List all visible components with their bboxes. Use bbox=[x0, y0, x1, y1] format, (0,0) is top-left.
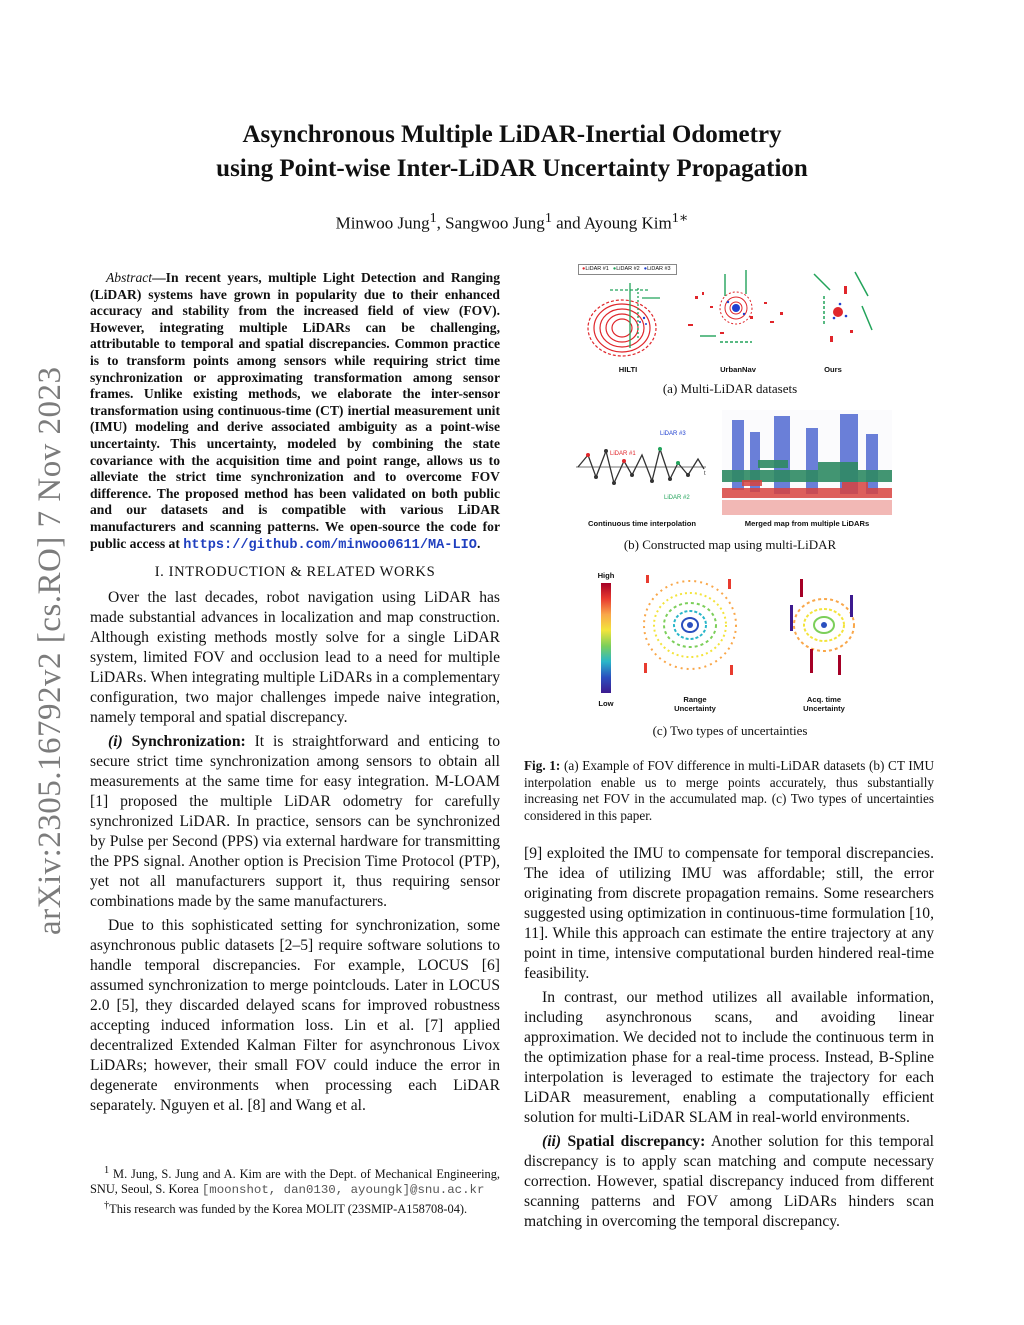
hilti-pointcloud bbox=[580, 278, 690, 363]
intro-paragraph-2 bbox=[90, 732, 500, 912]
author-3-affil: 1∗ bbox=[671, 210, 689, 226]
abstract-text: In recent years, multiple Light Detection and Ranging (LiDAR) systems have grown in popularity due to their enhanced accuracy and stability from the increased field of view (FOV). However, integrating multiple LiDARs can be challenging, attributable to temporal and spatial discrepancies. Common practice is to transform points among sensors while requiring strict time synchronization or approximating transformation among sensor frames. Unlike existing methods, we elaborate the inter-sensor transformation using continuous-time (CT) inertial measurement unit (IMU) modeling and derive associated ambiguity as a point-wise uncertainty. This uncertainty, modeled by combining the state covariance with the acquisition time and point range, allows us to alleviate the strict time synchronization and to overcome FOV difference. The proposed method has been validated on both public and our datasets and is compatible with various LiDAR manufacturers and scanning patterns. We open-source the code for public access at bbox=[90, 270, 500, 551]
figure-caption-label: Fig. 1: bbox=[524, 758, 561, 773]
subcaption-a: (a) Multi-LiDAR datasets bbox=[662, 381, 798, 396]
label-range-line1: Range bbox=[683, 695, 707, 704]
label-acq-line1: Acq. time bbox=[806, 695, 842, 704]
range-uncertainty-map bbox=[636, 565, 744, 693]
legend-label: LiDAR #3 bbox=[647, 266, 671, 272]
abstract-end: . bbox=[476, 535, 481, 551]
intro-paragraph-1: Over the last decades, robot navigation using LiDAR has made substantial advances in localization and map construction. Although existing methods mostly solve for a single LiDAR system, limited FOV and occlusion lead to a need for multiple LiDARs. When integrating multiple LiDARs in a complementary configuration, two major challenges impede naive integration, namely temporal and spatial discrepancy. bbox=[90, 589, 500, 727]
label-ours: Ours bbox=[824, 365, 842, 374]
abstract bbox=[90, 270, 500, 554]
legend-item-lidar3 bbox=[644, 265, 671, 274]
legend-item-lidar1 bbox=[582, 265, 609, 274]
label-hilti: HILTI bbox=[618, 365, 638, 374]
right-paragraph-2: In contrast, our method utilizes all available information, including asynchronous scans, and avoiding linear approximation. We decided not to include the continuous term in the optimization phase for a real-time process. Instead, B-Spline interpolation is leveraged to estimate the trajectory for each LiDAR measurement, enabling a computationally efficient solution for multi-LiDAR SLAM in real-world environments. bbox=[524, 989, 934, 1126]
intro-paragraph-3: Due to this sophisticated setting for synchronization, some asynchronous public datasets [2–5] require software solutions to handle temporal discrepancies. For example, LOCUS [6] assumed synchronization to merge pointclouds. Later in LOCUS 2.0 [5], they discarded delayed scans for improved robustness accepting induced information loss. Lin et al. [7] applied decentralized Extended Kalman Filter for asynchronous Livox LiDARs; however, their small FOV could induce the error in degenerate environments when processing each LiDAR separately. Nguyen et al. [8] and Wang et al. bbox=[90, 917, 500, 1115]
author-2: Sangwoo Jung bbox=[445, 213, 545, 233]
figure-1-caption bbox=[524, 758, 934, 824]
legend-dot-lidar1: ● bbox=[582, 266, 586, 272]
label-ct-interpolation: Continuous time interpolation bbox=[588, 519, 696, 528]
label-urbannav: UrbanNav bbox=[720, 365, 756, 374]
author-list bbox=[140, 210, 884, 234]
right-paragraph-3-text: Another solution for this temporal discrepancy is to apply scan matching and compute necessary correction. However, spatial discrepancy induced from different scanning patterns and FOV among LiDARs hinders scan matching in overcoming the temporal discrepancy. bbox=[524, 1133, 934, 1230]
figure-caption-text: (a) Example of FOV difference in multi-LiDAR datasets (b) CT IMU interpolation enable us to merge points accurately, thus substantially increasing net FOV in the accumulated map. (c) Two types of uncertainties considered in this paper. bbox=[524, 758, 934, 823]
interp-label-time: t bbox=[704, 471, 706, 477]
author-separator: and bbox=[551, 213, 584, 233]
ct-interpolation-diagram bbox=[572, 425, 712, 515]
author-1-affil: 1 bbox=[429, 210, 437, 226]
code-link[interactable]: https://github.com/minwoo0611/MA-LIO bbox=[183, 537, 477, 553]
footnote-1 bbox=[90, 1163, 500, 1198]
title-line-2: using Point-wise Inter-LiDAR Uncertainty Propagation bbox=[216, 155, 808, 182]
abstract-label: Abstract bbox=[106, 270, 153, 285]
para-label-ii: (ii) bbox=[542, 1133, 562, 1150]
interp-label-lidar2: LiDAR #2 bbox=[664, 495, 690, 501]
label-acq-time-uncertainty bbox=[789, 695, 859, 713]
abstract-dash: — bbox=[152, 270, 166, 285]
lidar-legend bbox=[578, 264, 677, 275]
label-acq-line2: Uncertainty bbox=[803, 704, 845, 713]
title-line-1: Asynchronous Multiple LiDAR-Inertial Odometry bbox=[242, 121, 782, 148]
subcaption-b: (b) Constructed map using multi-LiDAR bbox=[623, 537, 837, 552]
left-column bbox=[90, 270, 500, 1120]
arxiv-identifier: arXiv:2305.16792v2 [cs.RO] 7 Nov 2023 bbox=[32, 366, 68, 935]
right-paragraph-1: [9] exploited the IMU to compensate for temporal discrepancies. The idea of utilizing IMU was affordable; still, the error originating from discrete propagation remains. Some researchers suggested using optimization in continuous-time formulation [10, 11]. While this approach can estimate the entire trajectory at any point in time, intensive computational burden hindered real-time feasibility. bbox=[524, 845, 934, 982]
footnote-1-email: [moonshot, dan0130, ayoungk]@snu.ac.kr bbox=[201, 1183, 485, 1198]
author-3: Ayoung Kim bbox=[584, 213, 672, 233]
footnote-2-text: This research was funded by the Korea MOLIT (23SMIP-A158708-04). bbox=[109, 1202, 468, 1217]
right-column bbox=[524, 844, 934, 1236]
legend-label: LiDAR #1 bbox=[585, 266, 609, 272]
legend-item-lidar2 bbox=[613, 265, 640, 274]
paper-title bbox=[140, 118, 884, 186]
urbannav-pointcloud bbox=[680, 266, 795, 362]
colorbar-high-label: High bbox=[597, 571, 615, 580]
label-range-line2: Uncertainty bbox=[674, 704, 716, 713]
para-label-i: (i) bbox=[108, 733, 123, 751]
interp-label-lidar1: LiDAR #1 bbox=[610, 451, 636, 457]
label-merged-map: Merged map from multiple LiDARs bbox=[744, 519, 870, 528]
interp-label-lidar3: LiDAR #3 bbox=[660, 431, 686, 437]
label-range-uncertainty bbox=[660, 695, 730, 713]
merged-map bbox=[722, 410, 892, 515]
uncertainty-colorbar bbox=[601, 583, 611, 693]
para-label-spatial: Spatial discrepancy: bbox=[561, 1133, 706, 1150]
footnote-1-text: M. Jung, S. Jung and A. Kim are with the Dept. of Mechanical Engineering, SNU, Seoul, S. Korea bbox=[90, 1167, 500, 1197]
section-heading-intro: I. INTRODUCTION & RELATED WORKS bbox=[154, 564, 436, 581]
author-separator: , bbox=[436, 213, 446, 233]
footnotes bbox=[90, 1162, 500, 1217]
intro-paragraph-2-text: It is straightforward and enticing to secure strict time synchronization among sensors to obtain all measurements at the same time for easy integration. M-LOAM [1] proposed the multiple LiDAR odometry for carefully synchronized LiDAR. In practice, sensors can be synchronized by Pulse per Second (PPS) via external hardware for transmitting the PPS signal. Another option is Precision Time Protocol (PTP), yet not all manufacturers support it, thus requiring sensor combinations made by the same manufacturers. bbox=[90, 733, 500, 911]
acq-time-uncertainty-map bbox=[770, 565, 878, 693]
right-paragraph-3 bbox=[524, 1132, 934, 1232]
footnote-2-mark: † bbox=[104, 1200, 110, 1212]
para-label-synchronization: Synchronization: bbox=[122, 733, 246, 751]
legend-dot-lidar3: ● bbox=[643, 266, 648, 272]
colorbar-low-label: Low bbox=[598, 699, 614, 708]
ours-pointcloud bbox=[800, 266, 880, 362]
legend-label: LiDAR #2 bbox=[616, 266, 640, 272]
footnote-1-mark: 1 bbox=[104, 1165, 110, 1176]
author-2-affil: 1 bbox=[544, 210, 552, 226]
footnote-2 bbox=[90, 1198, 500, 1217]
author-1: Minwoo Jung bbox=[335, 213, 430, 233]
legend-dot-lidar2: ● bbox=[612, 266, 617, 272]
subcaption-c: (c) Two types of uncertainties bbox=[652, 723, 808, 738]
